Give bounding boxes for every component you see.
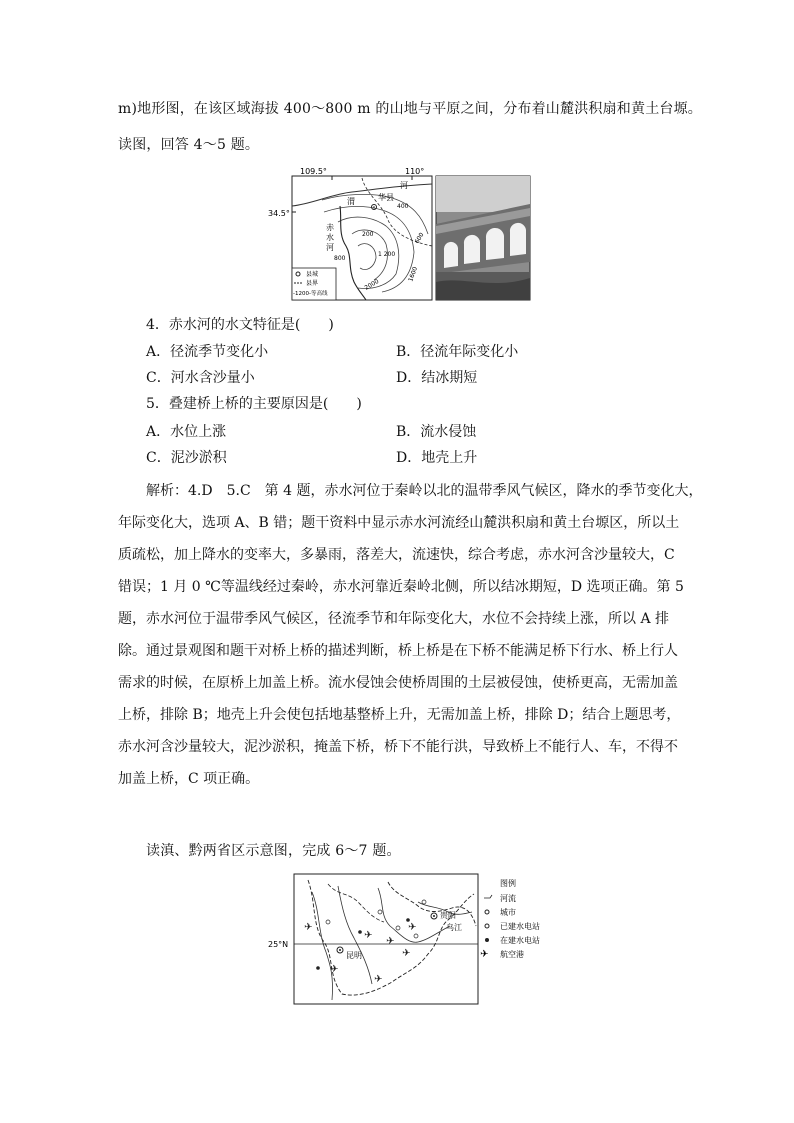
analysis-line: 年际变化大，选项 A、B 错；题干资料中显示赤水河流经山麓洪积扇和黄土台塬区，所以土 (118, 515, 680, 531)
kunming-label: 昆明 (346, 951, 362, 960)
wujiang-label: 乌江 (446, 923, 462, 932)
chishui-river-topographic-map (262, 164, 532, 306)
bridge-photo (436, 176, 530, 300)
analysis-line: 质疏松，加上降水的变率大，多暴雨，落差大，流速快，综合考虑，赤水河含沙量较大，C (118, 547, 675, 563)
analysis-line: 解析：4.D 5.C 第 4 题，赤水河位于秦岭以北的温带季风气候区，降水的季节变化大， (146, 483, 703, 499)
map2-legend-building-station: 在建水电站 (500, 936, 540, 945)
legend-county-town: 县城 (306, 271, 319, 278)
huaxian-label: 华县 (378, 193, 394, 202)
q4-stem: 4．赤水河的水文特征是( ) (146, 317, 334, 333)
lat-25n-label: 25°N (268, 940, 289, 949)
guiyang-label: 贵阳 (440, 911, 456, 920)
city-legend-icon (485, 910, 489, 914)
svg-text:✈: ✈ (386, 936, 395, 947)
svg-text:✈: ✈ (402, 948, 411, 959)
analysis-line: 错误；1 月 0 ℃等温线经过秦岭，赤水河靠近秦岭北侧，所以结冰期短，D 选项正确。第 5 (118, 579, 684, 595)
svg-text:✈: ✈ (330, 964, 339, 975)
map2-legend-city: 城市 (500, 908, 516, 917)
svg-text:✈: ✈ (364, 930, 373, 941)
svg-text:✈: ✈ (304, 922, 313, 933)
q4-option-a[interactable]: A．径流季节变化小 (146, 344, 269, 360)
q5-stem: 5．叠建桥上桥的主要原因是( ) (146, 396, 362, 412)
contour-600: 600 (413, 231, 426, 245)
river-legend-icon (484, 895, 492, 898)
contour-800: 800 (334, 255, 346, 262)
analysis-line: 加盖上桥，C 项正确。 (118, 771, 260, 787)
analysis-line: 需求的时候，在原桥上加盖上桥。流水侵蚀会使桥周围的土层被侵蚀，使桥更高，无需加盖 (118, 675, 678, 691)
map2-legend-title: 图例 (500, 879, 516, 888)
lon-right-label: 110° (405, 167, 425, 176)
q5-option-b[interactable]: B．流水侵蚀 (396, 424, 477, 440)
legend-contour: -1200-等高线 (293, 291, 328, 297)
analysis-line: 上桥，排除 B；地壳上升会使包括地基整桥上升，无需加盖上桥，排除 D；结合上题思考， (118, 707, 681, 723)
q5-option-a[interactable]: A．水位上涨 (146, 424, 227, 440)
airport-legend-icon: ✈ (480, 949, 489, 960)
intro-line-1: m)地形图，在该区域海拔 400～800 m 的山地与平原之间，分布着山麓洪积扇和黄土台塬。 (118, 101, 703, 117)
contour-200: 200 (362, 231, 374, 238)
q4-option-d[interactable]: D．结冰期短 (396, 370, 478, 386)
svg-text:✈: ✈ (408, 922, 417, 933)
shui-label: 水 (326, 233, 334, 242)
built-station-legend-icon (485, 924, 489, 928)
contour-1600: 1600 (407, 265, 420, 283)
svg-text:✈: ✈ (374, 974, 383, 985)
wa-label: 河 (400, 181, 408, 190)
analysis-line: 除。通过景观图和题干对桥上桥的描述判断，桥上桥是在下桥不能满足桥下行水、桥上行人 (118, 643, 678, 659)
lon-left-label: 109.5° (300, 167, 327, 176)
map2-legend-airport: 航空港 (500, 950, 524, 959)
contour-2000: 2000 (363, 278, 381, 292)
chishui-river-map-figure (262, 164, 532, 306)
intro-line-2: 读图，回答 4～5 题。 (118, 137, 260, 153)
q5-option-c[interactable]: C．泥沙淤积 (146, 450, 227, 466)
lat-label: 34.5° (268, 209, 290, 218)
yunnan-guizhou-map-figure (268, 872, 558, 1008)
map2-legend-built-station: 已建水电站 (500, 922, 540, 931)
contour-400: 400 (397, 203, 409, 210)
wei-label: 渭 (347, 197, 355, 206)
analysis-paragraph (118, 482, 703, 802)
building-station-legend-icon (485, 938, 489, 942)
map2-legend-river: 河流 (500, 894, 516, 903)
q4-option-b[interactable]: B．径流年际变化小 (396, 344, 519, 360)
contour-1200: 1 200 (378, 251, 396, 258)
analysis-line: 题，赤水河位于温带季风气候区，径流季节和年际变化大，水位不会持续上涨，所以 A 排 (118, 611, 670, 627)
analysis-line: 赤水河含沙量较大，泥沙淤积，掩盖下桥，桥下不能行洪，导致桥上不能行人、车，不得不 (118, 739, 678, 755)
chi-label: 赤 (326, 223, 334, 232)
intro2-line: 读滇、黔两省区示意图，完成 6～7 题。 (146, 843, 401, 859)
q5-option-d[interactable]: D．地壳上升 (396, 450, 478, 466)
yunnan-guizhou-map (268, 872, 558, 1008)
he-label: 河 (326, 243, 334, 252)
legend-county-border: 县界 (306, 280, 319, 287)
q4-option-c[interactable]: C．河水含沙量小 (146, 370, 255, 386)
